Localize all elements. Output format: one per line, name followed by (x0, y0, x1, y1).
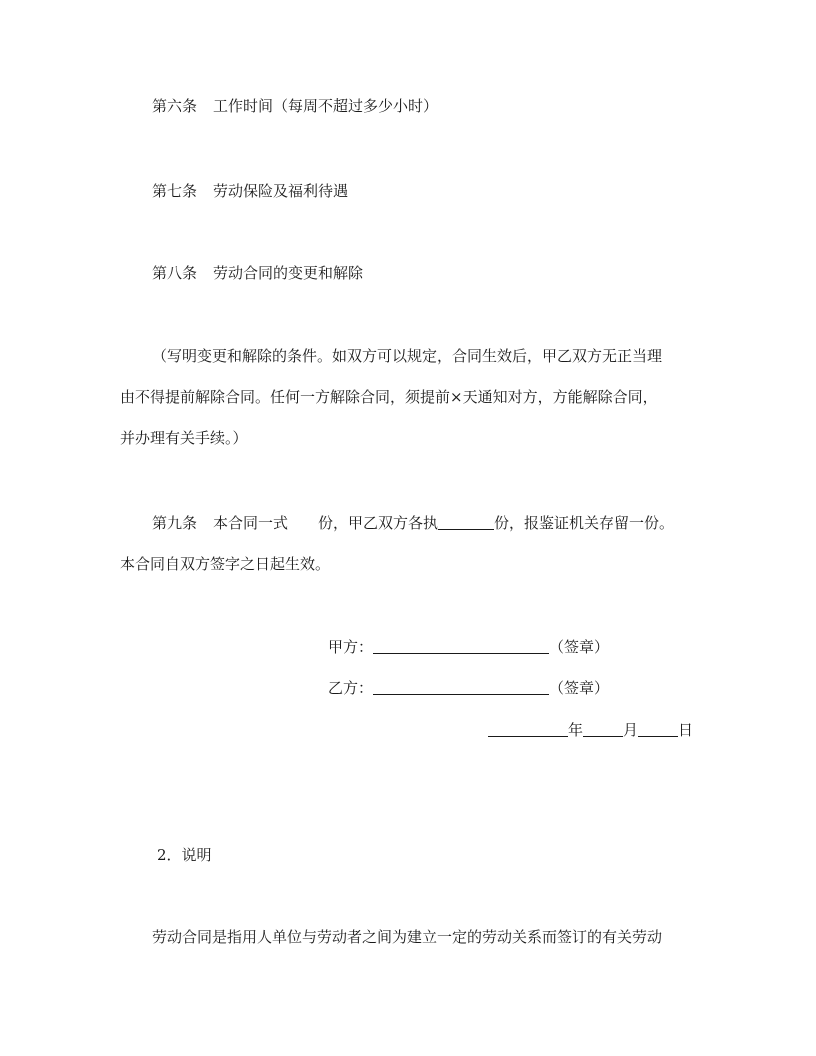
article-9-line-2: 本合同自双方签字之日起生效。 (120, 555, 331, 573)
section-heading: 2．说明 (157, 846, 212, 864)
year-label: 年 (568, 721, 584, 739)
article-9-part-2: 份，甲乙双方各执 (318, 514, 439, 532)
signing-date (488, 720, 693, 740)
article-8-label: 第八条 (152, 264, 198, 282)
day-label: 日 (678, 721, 694, 739)
party-a-label: 甲方： (328, 638, 374, 656)
month-blank (583, 721, 623, 737)
article-8-note-line-3: 并办理有关手续。） (120, 429, 248, 447)
article-6 (152, 96, 438, 116)
article-6-label: 第六条 (152, 97, 198, 115)
article-7 (152, 181, 348, 201)
party-b-seal: （签章） (549, 679, 610, 697)
party-b-label: 乙方： (328, 679, 374, 697)
article-9-part-1: 本合同一式 (213, 514, 289, 532)
article-9-part-3: 份，报鉴证机关存留一份。 (494, 514, 675, 532)
party-a-signature (328, 637, 609, 657)
article-8-title: 劳动合同的变更和解除 (213, 264, 364, 282)
article-6-title: 工作时间（每周不超过多少小时） (213, 97, 439, 115)
article-7-label: 第七条 (152, 182, 198, 200)
day-blank (638, 721, 678, 737)
party-b-signature-blank (373, 679, 549, 695)
month-label: 月 (623, 721, 639, 739)
party-a-signature-blank (373, 638, 549, 654)
article-8-note-line-2: 由不得提前解除合同。任何一方解除合同，须提前×天通知对方，方能解除合同， (120, 388, 658, 406)
year-blank (488, 721, 568, 737)
party-b-signature (328, 678, 609, 698)
article-7-title: 劳动保险及福利待遇 (213, 182, 349, 200)
article-9-label: 第九条 (152, 514, 198, 532)
copies-each-blank (438, 514, 494, 530)
article-8-note-line-1: （写明变更和解除的条件。如双方可以规定，合同生效后，甲乙双方无正当理 (152, 347, 663, 365)
article-8 (152, 263, 363, 283)
article-9 (152, 513, 674, 533)
party-a-seal: （签章） (549, 638, 610, 656)
explanation-line-1: 劳动合同是指用人单位与劳动者之间为建立一定的劳动关系而签订的有关劳动 (152, 928, 663, 946)
